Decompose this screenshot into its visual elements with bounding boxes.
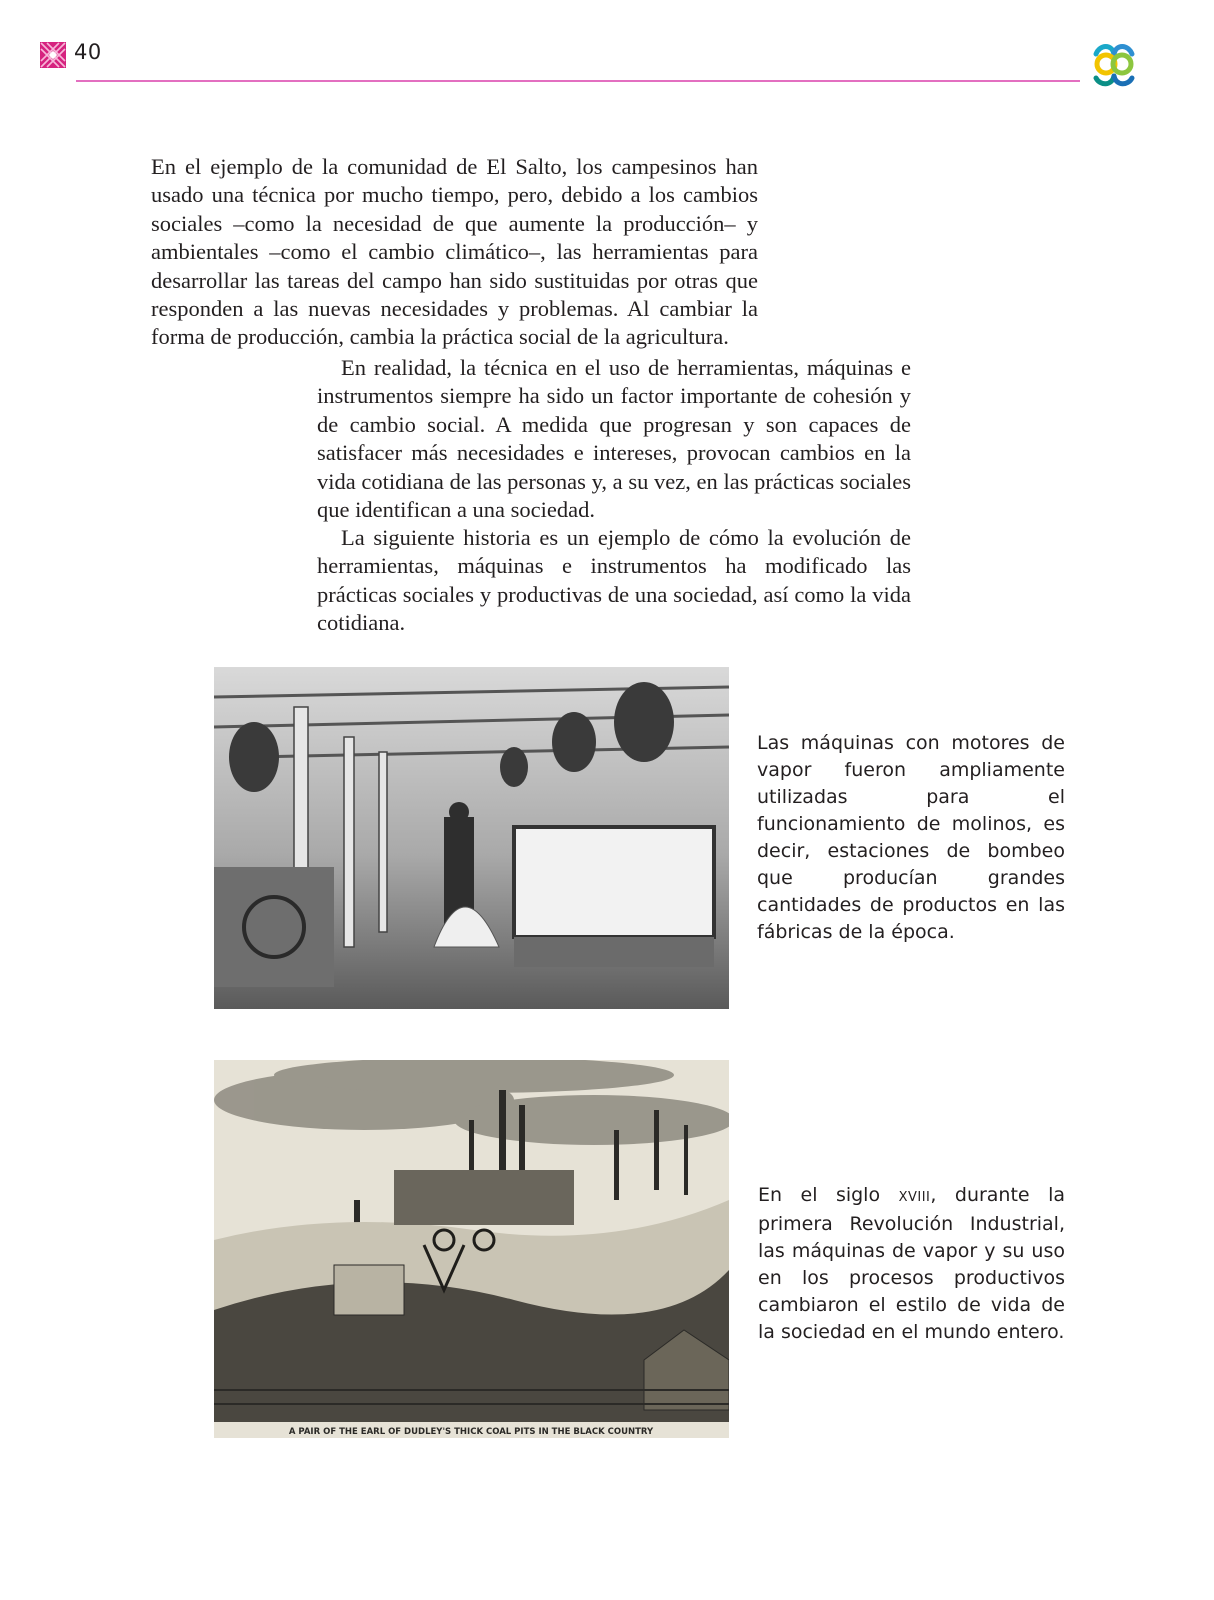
paragraph-tecnica: En realidad, la técnica en el uso de herramientas, máquinas e instrumentos siempre ha sido un factor importante de cohesión y de cambio social. A medida que progresan y son capaces de satisfacer más necesidades e intereses, provocan cambios en la vida cotidiana de las personas y, a su vez, en las prácticas sociales que identifican a una sociedad. — [317, 355, 911, 523]
magenta-pattern-icon — [40, 42, 66, 68]
caption-coal-pits-part2: , durante la primera Revolución Industrial, las máquinas de vapor y su uso en los procesos productivos cambiaron el estilo de vida de la sociedad en el mundo entero. — [758, 1184, 1066, 1343]
coal-pits-image — [214, 1060, 729, 1438]
caption-coal-pits — [758, 1182, 1065, 1346]
caption-coal-pits-century: XVIII — [898, 1190, 931, 1205]
interlocking-rings-logo-icon — [1090, 40, 1138, 88]
page-number: 40 — [74, 40, 102, 64]
paragraph-historia: La siguiente historia es un ejemplo de cómo la evolución de herramientas, máquinas e instrumentos ha modificado las prácticas sociales y productivas de una sociedad, así como la vida cotidiana. — [317, 525, 911, 636]
paragraph-el-salto: En el ejemplo de la comunidad de El Salto, los campesinos han usado una técnica por mucho tiempo, pero, debido a los cambios sociales –como la necesidad de que aumente la producción– y ambientales –como el cambio climático–, las herramientas para desarrollar las tareas del campo han sido sustituidas por otras que responden a las nuevas necesidades y problemas. Al cambiar la forma de producción, cambia la práctica social de la agricultura. — [151, 154, 758, 350]
weaving-mill-image — [214, 667, 729, 1009]
engraved-caption: A PAIR OF THE EARL OF DUDLEY'S THICK COAL PITS IN THE BLACK COUNTRY — [288, 1427, 654, 1437]
header-rule — [76, 80, 1080, 82]
caption-coal-pits-part1: En el siglo — [758, 1184, 899, 1206]
caption-weaving-mill: Las máquinas con motores de vapor fueron ampliamente utilizadas para el funcionamiento de molinos, es decir, estaciones de bombeo que producían grandes cantidades de productos en las fábricas de la época. — [757, 732, 1065, 943]
